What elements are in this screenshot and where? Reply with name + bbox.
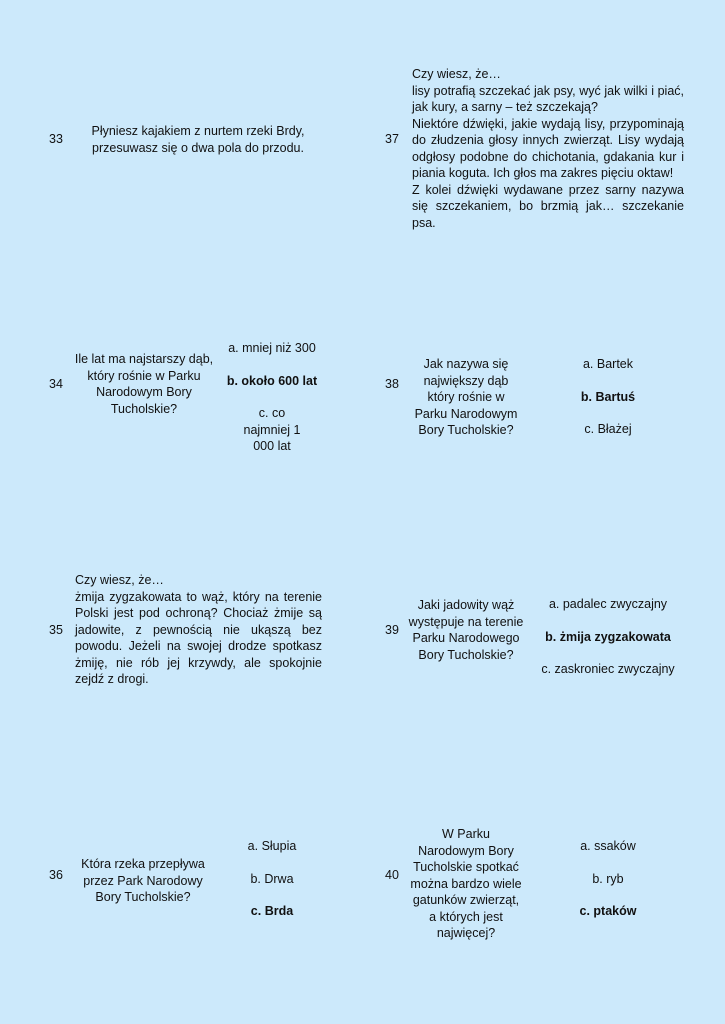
answer-option-b[interactable]: b. około 600 lat [226, 373, 318, 388]
fact-heading: Czy wiesz, że… [412, 67, 501, 81]
card-33-text: Płyniesz kajakiem z nurtem rzeki Brdy, przesuwasz się o dwa pola do przodu. [91, 124, 305, 155]
answer-option-a[interactable]: a. Słupia [247, 839, 297, 853]
answer-option-c[interactable]: c. Błażej [584, 422, 632, 436]
card-39-number: 39 [385, 623, 399, 637]
card-40-question: W Parku Narodowym Bory Tucholskie spotkać można bardzo wiele gatunków zwierząt, a których jest najwięcej? [410, 827, 522, 940]
fact-paragraph: żmija zygzakowata to wąż, który na terenie Polski jest pod ochroną? Chociaż żmije są jadowite, z pewnością nie ukąszą bez powodu. Jeżeli na swojej drodze spotkasz żmiję, nie rób jej krzywdy, ale spokojnie zejdź z drogi. [75, 589, 322, 686]
card-35-fact [75, 572, 322, 688]
fact-paragraph: lisy potrafią szczekać jak psy, wyć jak wilki i piać, jak kury, a sarny – też szczekają? [412, 83, 684, 114]
card-36-options [230, 838, 314, 920]
answer-option-a[interactable]: a. mniej niż 300 [228, 341, 316, 355]
answer-option-c[interactable]: c. Brda [250, 904, 294, 918]
card-39-question: Jaki jadowity wąż występuje na terenie Parku Narodowego Bory Tucholskie? [408, 598, 524, 662]
card-36-question: Która rzeka przepływa przez Park Narodowy Bory Tucholskie? [81, 857, 205, 904]
card-40-options [560, 838, 656, 920]
answer-option-a[interactable]: a. Bartek [582, 357, 634, 371]
fact-paragraph: Z kolei dźwięki wydawane przez sarny nazywa się szczekaniem, bo brzmią jak… szczekanie psa. [412, 182, 684, 230]
answer-option-c[interactable]: c. ptaków [579, 904, 637, 918]
card-38-options [560, 356, 656, 438]
card-37-number: 37 [385, 132, 399, 146]
answer-option-a[interactable]: a. ssaków [580, 839, 636, 853]
card-37-fact [412, 66, 684, 231]
answer-option-c[interactable]: c. zaskroniec zwyczajny [541, 662, 675, 676]
answer-option-c[interactable]: c. co najmniej 1 000 lat [243, 406, 301, 453]
card-33-number: 33 [49, 132, 63, 146]
card-39-options [534, 596, 682, 678]
answer-option-b[interactable]: b. żmija zygzakowata [545, 629, 671, 644]
card-34-number: 34 [49, 377, 63, 391]
fact-heading: Czy wiesz, że… [75, 573, 164, 587]
card-40-number: 40 [385, 868, 399, 882]
fact-paragraph: Niektóre dźwięki, jakie wydają lisy, przypominają do złudzenia głosy innych zwierząt. Lisy wydają odgłosy podobne do chichotania, gdakania kur i piania koguta. Ich głos ma zakres pięciu oktaw! [412, 116, 684, 180]
answer-option-b[interactable]: b. Bartuś [580, 389, 636, 404]
card-38-number: 38 [385, 377, 399, 391]
card-34-options [222, 340, 322, 455]
answer-option-b[interactable]: b. Drwa [250, 871, 294, 886]
card-36-number: 36 [49, 868, 63, 882]
answer-option-b[interactable]: b. ryb [592, 871, 624, 886]
card-38-question: Jak nazywa się największy dąb który rośnie w Parku Narodowym Bory Tucholskie? [414, 357, 518, 437]
answer-option-a[interactable]: a. padalec zwyczajny [548, 597, 668, 611]
card-35-number: 35 [49, 623, 63, 637]
card-34-question: Ile lat ma najstarszy dąb, który rośnie w Parku Narodowym Bory Tucholskie? [74, 352, 214, 416]
